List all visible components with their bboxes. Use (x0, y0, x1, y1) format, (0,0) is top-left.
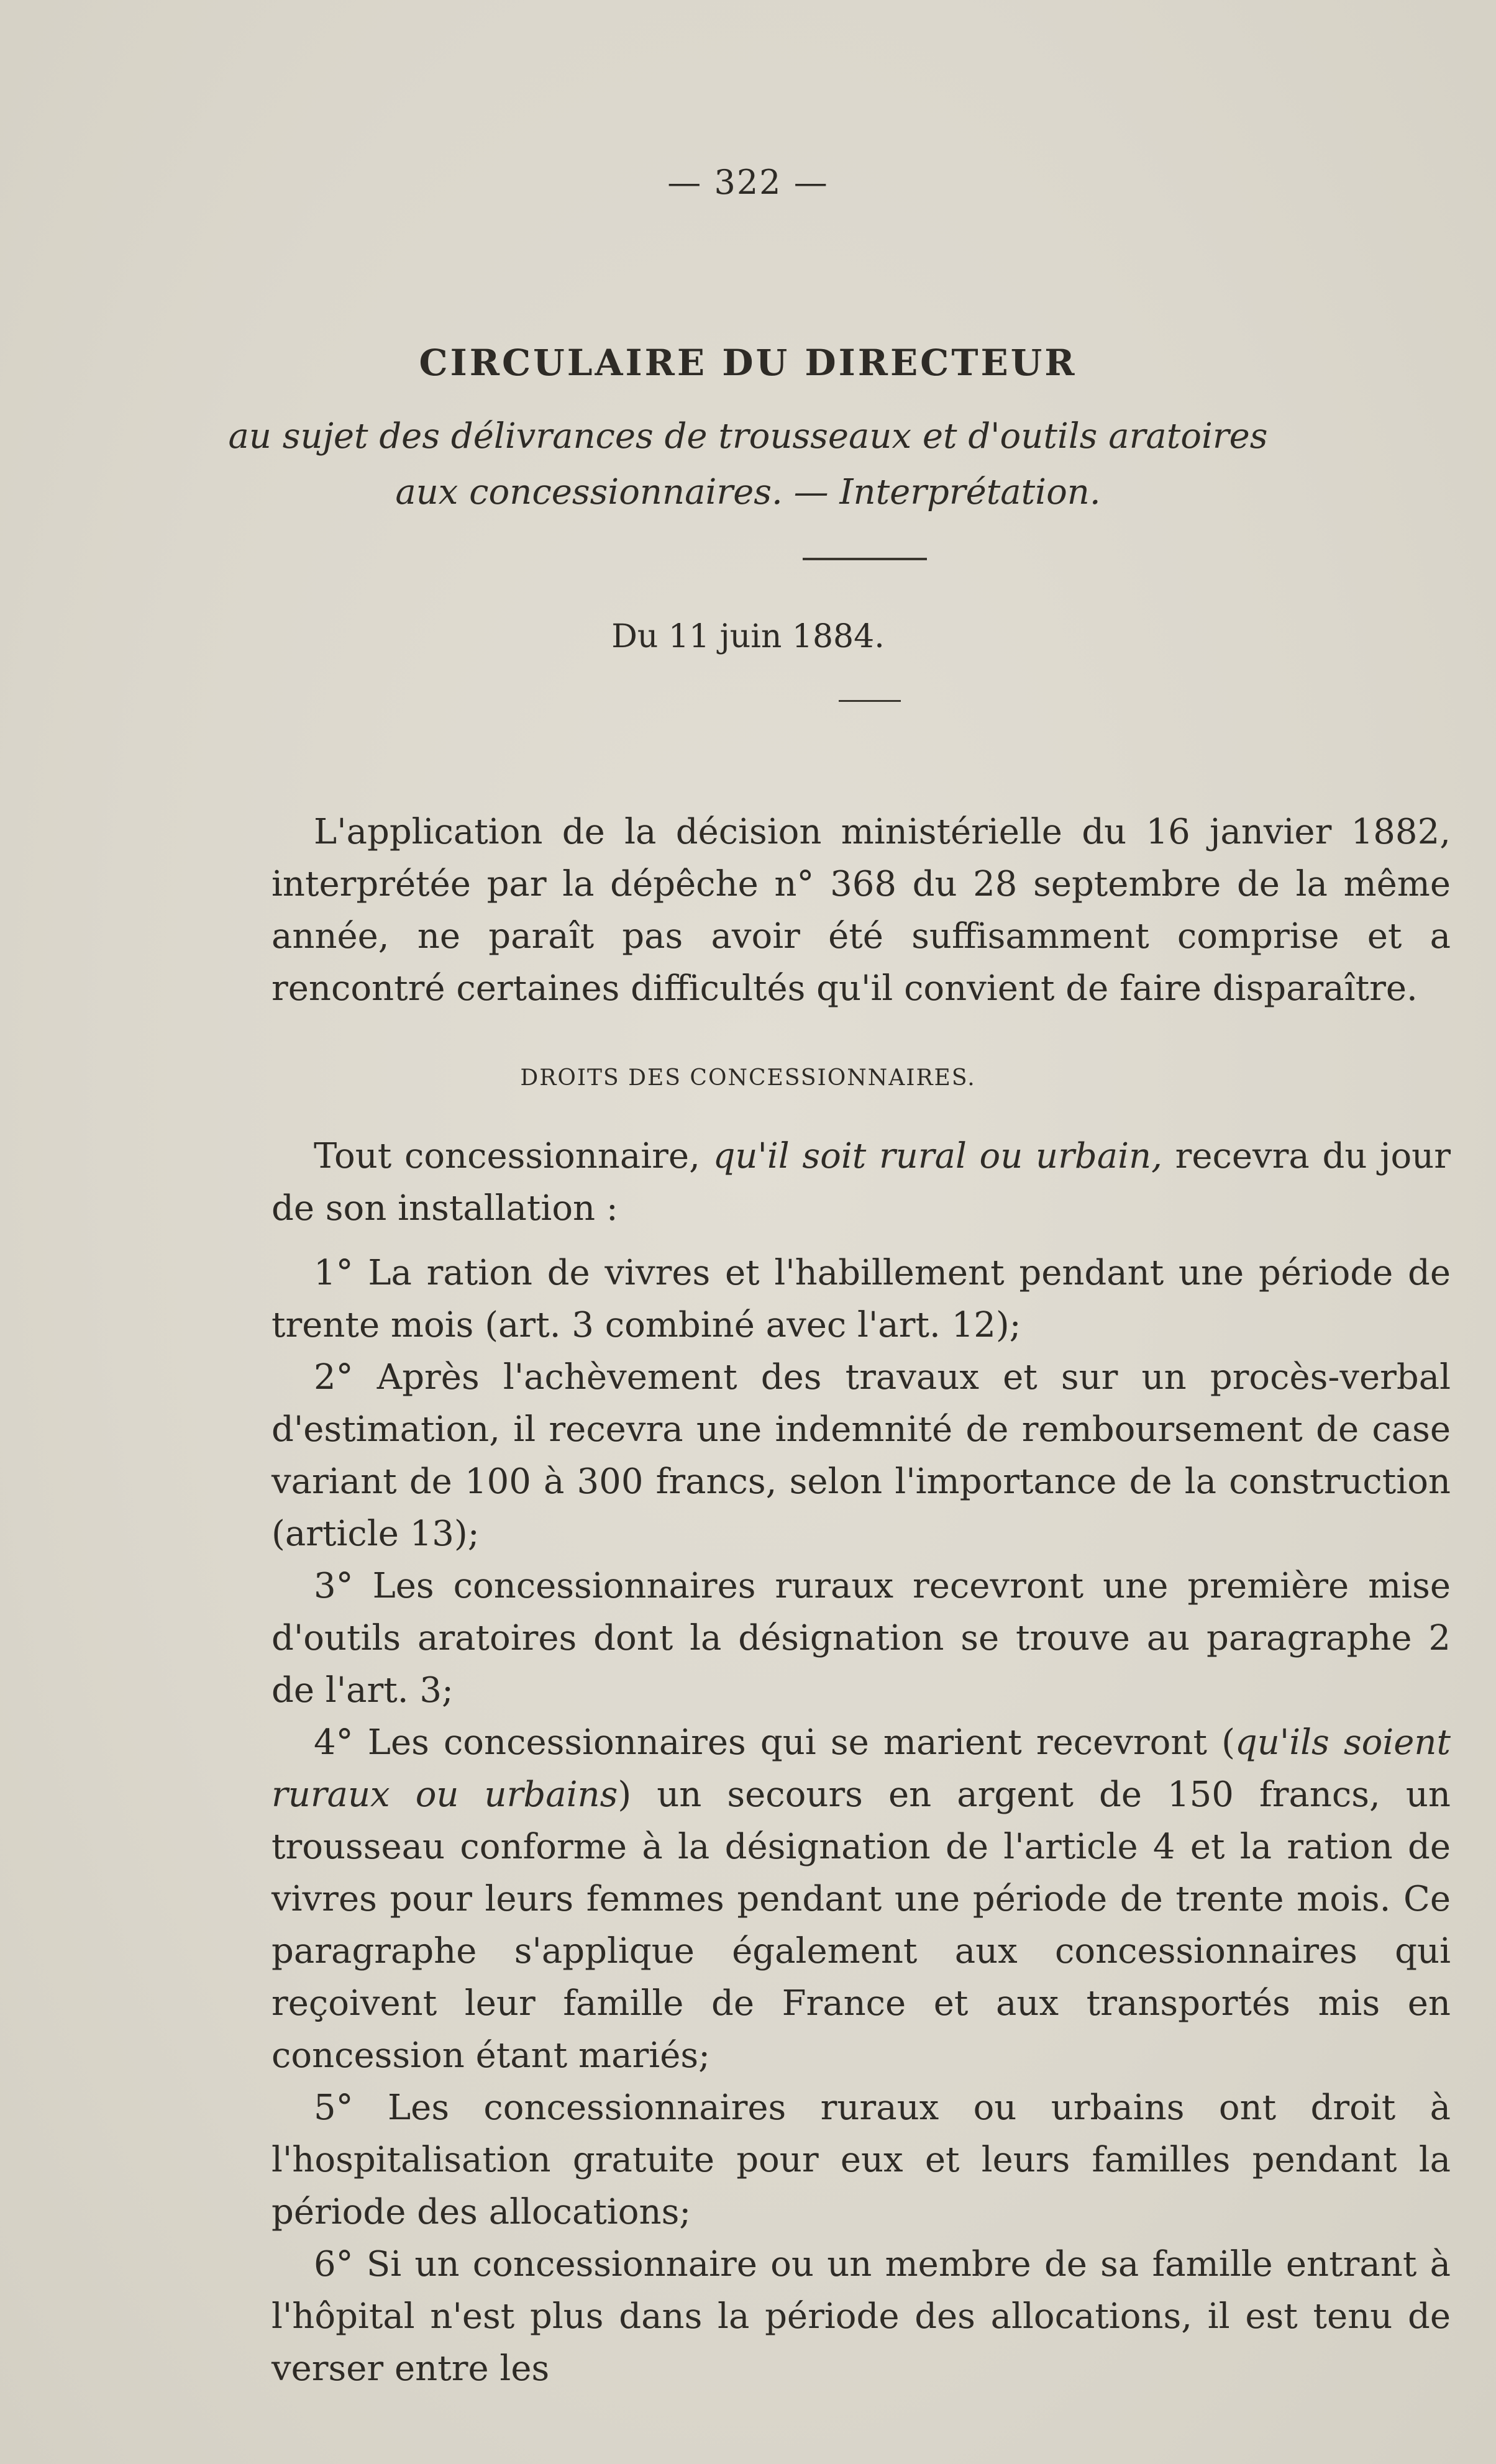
section-heading: DROITS DES CONCESSIONNAIRES. (520, 1065, 976, 1091)
item4-after: ) un secours en argent de 150 francs, un trousseau conforme à la désignation de l'article 4 et la ration de vivres pour leurs femmes pendant une période de trente mois. Ce paragraphe s'applique également aux concessionnaires qui reçoivent leur famille de France et aux transportés mis en concession étant mariés; (271, 1775, 1451, 2076)
list-item: 5° Les concessionnaires ruraux ou urbains ont droit à l'hospitalisation gratuite pour eux et leurs familles pendant la période des allocations; (271, 2088, 1451, 2232)
intro-paragraph: L'application de la décision ministérielle du 16 janvier 1882, interprétée par la dépêche n° 368 du 28 septembre de la même année, ne paraît pas avoir été suffisamment comprise et a rencontré certaines difficultés qu'il convient de faire disparaître. (271, 812, 1451, 1009)
list-item: 3° Les concessionnaires ruraux recevront une première mise d'outils aratoires dont la désignation se trouve au paragraphe 2 de l'art. 3; (271, 1566, 1451, 1711)
item4-before: 4° Les concessionnaires qui se marient recevront ( (314, 1722, 1235, 1763)
rights-list (271, 1247, 1451, 2395)
page-number: — 322 — (667, 163, 829, 202)
rights-intro-paragraph (271, 1130, 1451, 1235)
circular-title: CIRCULAIRE DU DIRECTEUR (419, 342, 1077, 384)
rights-intro-italic: qu'il soit rural ou urbain, (713, 1136, 1162, 1176)
circular-subtitle-line-2: aux concessionnaires. — Interprétation. (395, 472, 1101, 512)
title-divider (803, 558, 927, 560)
rights-intro-after: recevra du jour de son installation : (271, 1136, 1451, 1229)
list-item (271, 1717, 1451, 2082)
circular-subtitle-line-1: au sujet des délivrances de trousseaux et d'outils aratoires (228, 416, 1268, 457)
item4-italic: qu'ils soient ruraux ou urbains (271, 1722, 1451, 1815)
list-item: 2° Après l'achèvement des travaux et sur un procès-verbal d'estimation, il recevra une indemnité de remboursement de case variant de 100 à 300 francs, selon l'importance de la construction (article 13); (271, 1357, 1451, 1554)
date-divider (839, 700, 901, 702)
rights-intro-before: Tout concessionnaire, (314, 1136, 713, 1176)
circular-date: Du 11 juin 1884. (611, 618, 885, 655)
list-item: 6° Si un concessionnaire ou un membre de sa famille entrant à l'hôpital n'est plus dans la période des allocations, il est tenu de verser entre les (271, 2244, 1451, 2389)
list-item: 1° La ration de vivres et l'habillement pendant une période de trente mois (art. 3 combiné avec l'art. 12); (271, 1253, 1451, 1345)
